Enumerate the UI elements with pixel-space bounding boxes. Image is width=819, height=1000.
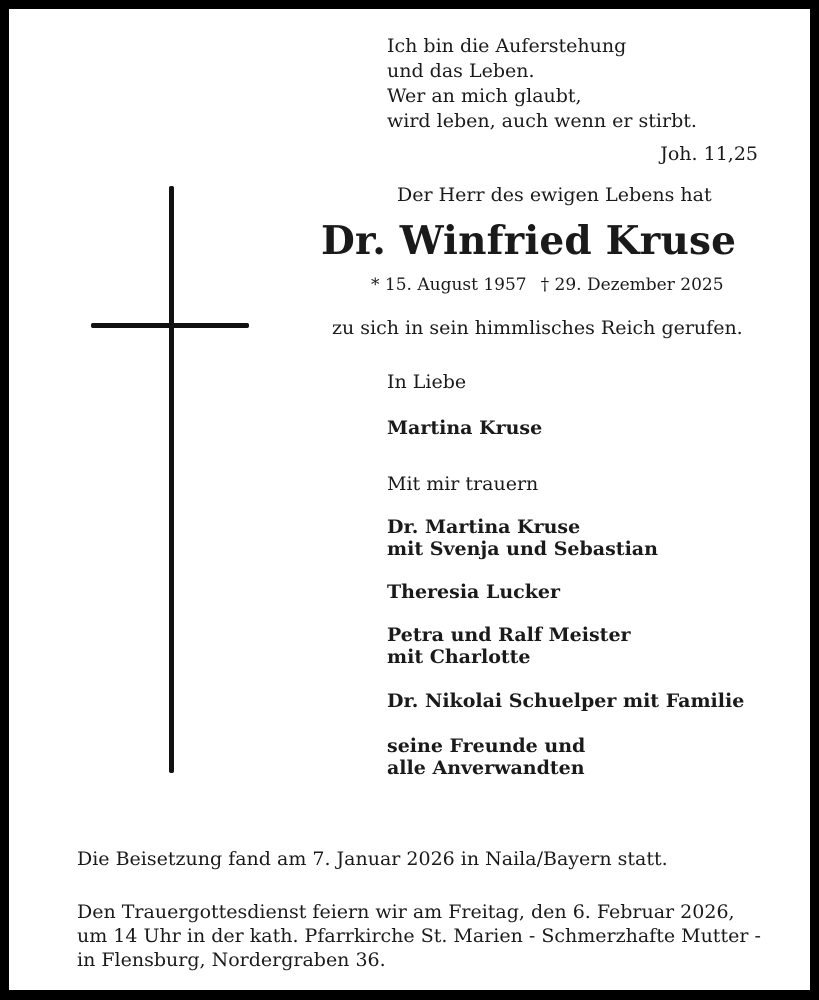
cross-icon-crossbar <box>91 323 249 328</box>
mourner-line: seine Freunde und <box>387 735 586 757</box>
mourner-line: Petra und Ralf Meister <box>387 624 631 646</box>
mourner-line: alle Anverwandten <box>387 757 585 779</box>
cross-icon <box>169 186 174 773</box>
announcement-outro: zu sich in sein himmlisches Reich gerufen. <box>332 317 743 339</box>
verse-line: wird leben, auch wenn er stirbt. <box>387 110 697 132</box>
mourner-group <box>387 624 631 668</box>
verse-reference: Joh. 11,25 <box>660 143 758 165</box>
deceased-name: Dr. Winfried Kruse <box>321 218 737 264</box>
bible-verse <box>387 34 697 134</box>
service-notice <box>77 900 761 972</box>
mourner-group <box>387 735 585 779</box>
in-love-label: In Liebe <box>387 371 467 393</box>
mourner-group <box>387 581 560 603</box>
service-line: Den Trauergottesdienst feiern wir am Freitag, den 6. Februar 2026, <box>77 901 735 923</box>
mourner-line: Dr. Nikolai Schuelper mit Familie <box>387 690 745 712</box>
verse-line: Wer an mich glaubt, <box>387 85 582 107</box>
mourner-group <box>387 690 744 712</box>
mourner-line: Theresia Lucker <box>387 581 560 603</box>
birth-date: * 15. August 1957 <box>371 275 527 295</box>
mourn-label: Mit mir trauern <box>387 473 539 495</box>
verse-line: Ich bin die Auferstehung <box>387 35 627 57</box>
announcement-intro: Der Herr des ewigen Lebens hat <box>397 184 712 206</box>
mourner-line: Dr. Martina Kruse <box>387 516 581 538</box>
life-dates <box>371 275 724 295</box>
mourner-line: mit Svenja und Sebastian <box>387 538 658 560</box>
mourner-line: mit Charlotte <box>387 646 531 668</box>
obituary-card <box>9 9 810 990</box>
mourner-group <box>387 516 658 560</box>
death-date: † 29. Dezember 2025 <box>540 275 724 295</box>
spouse-name: Martina Kruse <box>387 417 543 439</box>
burial-notice: Die Beisetzung fand am 7. Januar 2026 in Naila/Bayern statt. <box>77 848 668 870</box>
service-line: um 14 Uhr in der kath. Pfarrkirche St. Marien - Schmerzhafte Mutter - <box>77 925 761 947</box>
verse-line: und das Leben. <box>387 60 535 82</box>
service-line: in Flensburg, Nordergraben 36. <box>77 949 386 971</box>
